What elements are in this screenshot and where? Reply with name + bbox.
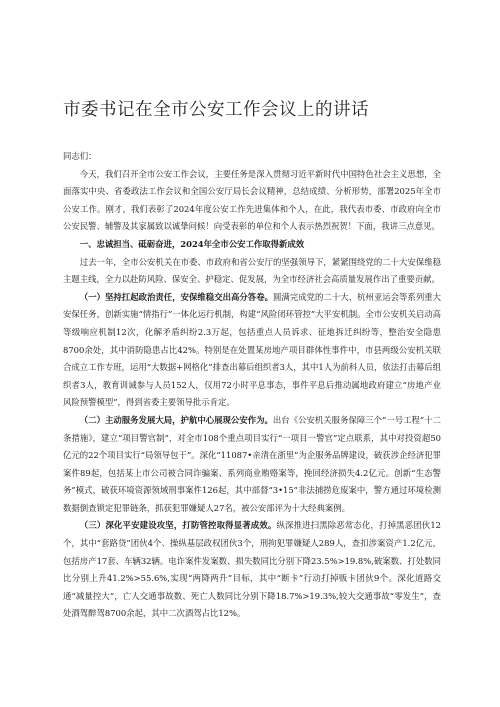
point-2-lead: （二）主动服务发展大局，护航中心展现公安作为。 bbox=[79, 414, 273, 425]
point-3-paragraph bbox=[63, 517, 441, 623]
point-3-lead: （三）深化平安建设攻坚，打防管控取得显著成效。 bbox=[79, 520, 277, 531]
greeting: 同志们： bbox=[63, 151, 97, 161]
document-body bbox=[63, 148, 441, 623]
point-1-lead: （一）坚持扛起政治责任，安保维稳交出高分答卷。 bbox=[79, 291, 274, 302]
point-1-text: 圆满完成党的二十大、杭州亚运会等系列重大安保任务，创新实施“情指行”一体化运行机制，构建“风险闭环管控”大平安机制。全市公安机关启动高等级响应机制12次，化解矛盾纠纷2.3万起，包括重点人员诉求、征地拆迁纠纷等，整治安全隐患8700余处，其中消防隐患占比42%。特别是在处置某房地产项目群体性事件中，市县两级公安机关联合成立工作专班，运用“大数据+网格化”排查出幕后组织者3人，其中1人为前科人员，依法打击幕后组织者3人，教育训诫参与人员152人，仅用72小时平息事态，事件平息后推动属地政府建立“房地产业风险预警模型”，得到省委主要领导批示肯定。 bbox=[63, 291, 442, 408]
document-title: 市委书记在全市公安工作会议上的讲话 bbox=[63, 100, 369, 120]
point-2-paragraph bbox=[63, 412, 441, 518]
point-1-paragraph bbox=[63, 289, 441, 412]
section1-intro-paragraph: 过去一年，全市公安机关在市委、市政府和省公安厅的坚强领导下，紧紧围绕党的二十大安保维稳主题主线，全力以赴防风险、保安全、护稳定、促发展，为全市经济社会高质量发展作出了重要贡献。 bbox=[63, 256, 441, 285]
section-heading-1: 一、忠诚担当、砥砺奋进，2024年全市公安工作取得新成效 bbox=[79, 238, 305, 249]
point-3-text: 纵深推进扫黑除恶常态化，打掉黑恶团伙12个，其中“套路贷”团伙4个、操纵基层政权团伙3个，刑拘犯罪嫌疑人289人，查扣涉案资产1.2亿元，包括房产17套、车辆32辆。电诈案件发案数、损失数同比分别下降23.5%>19.8%,破案数、打处数同比分别上升41.2%>55.6%,实现“两降两升”目标，其中“断卡”行动打掉贩卡团伙9个。深化道路交通“减量控大”，亡人交通事故数、死亡人数同比分别下降18.7%>19.3%,较大交通事故“零发生”，查处酒驾醉驾8700余起，其中二次酒驾占比12%。 bbox=[63, 520, 442, 619]
intro-paragraph: 今天，我们召开全市公安工作会议，主要任务是深入贯彻习近平新时代中国特色社会主义思想，全面落实中央、省委政法工作会议和全国公安厅局长会议精神，总结成绩、分析形势，部署2025年全市公安工作。刚才，我们表彰了2024年度公安工作先进集体和个人，在此，我代表市委、市政府向全市公安民警、辅警及其家属致以诚挚问候！向受表彰的单位和个人表示热烈祝贺！下面，我讲三点意见。 bbox=[63, 168, 441, 232]
point-2-text: 出台《公安机关服务保障三个“一号工程”十二条措施》，建立“项目警官制”，对全市108个重点项目实行“一项目一警官”定点联系，其中对投资超50亿元的22个项目实行“局领导包干”。深化“11087•亲清在浙里”为企服务品牌建设，破获涉企经济犯罪案件89起，包括某上市公司被合同诈骗案、系列商业贿赂案等，挽回经济损失4.2亿元。创新“生态警务”模式，破获环境资源领域刑事案件126起，其中部督“3•15”非法捕捞危废案中，警方通过环境检测数据倒查锁定犯罪链条，抓获犯罪嫌疑人27名，被公安部评为十大经典案例。 bbox=[63, 414, 442, 513]
